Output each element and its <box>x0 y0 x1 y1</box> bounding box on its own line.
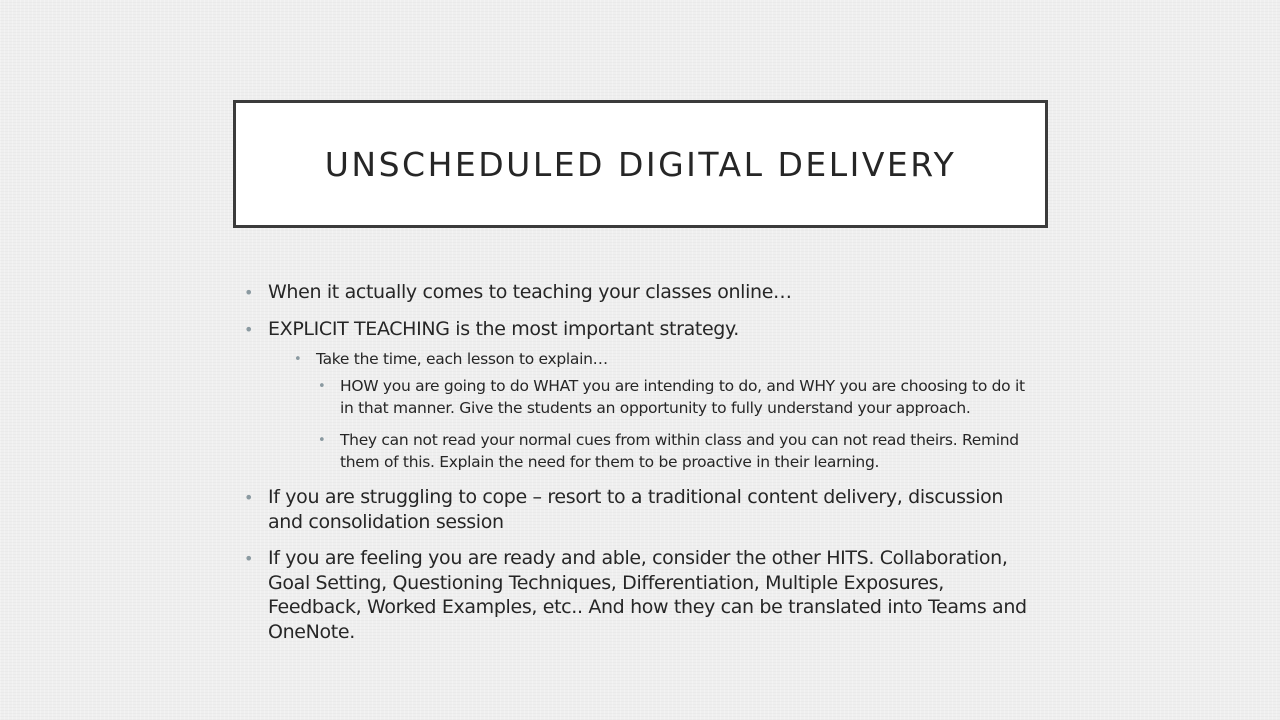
bullet-item-2 <box>244 317 1034 474</box>
bullet-text: EXPLICIT TEACHING is the most important strategy. <box>268 317 739 340</box>
bullet-icon: • <box>244 488 254 507</box>
sub-sub-bullet-icon: • <box>318 433 326 448</box>
sub-sub-bullet-list <box>268 376 1034 473</box>
sub-sub-bullet-icon: • <box>318 379 326 394</box>
sub-sub-bullet-text: They can not read your normal cues from within class and you can not read theirs. Remind them of this. Explain the need for them to be proactive in their learning. <box>340 431 1019 471</box>
sub-sub-bullet-item-2 <box>268 430 1034 473</box>
bullet-icon: • <box>244 283 254 302</box>
bullet-text: If you are struggling to cope – resort to a traditional content delivery, discussion and consolidation session <box>268 486 1004 533</box>
sub-sub-bullet-text: HOW you are going to do WHAT you are intending to do, and WHY you are choosing to do it in that manner. Give the students an opportunity to fully understand your approach. <box>340 377 1025 417</box>
sub-bullet-text: Take the time, each lesson to explain… <box>316 350 608 368</box>
bullet-text: If you are feeling you are ready and able, consider the other HITS. Collaboration, Goal Setting, Questioning Techniques, Differentiation, Multiple Exposures, Feedback, Worked Examples, etc.. And how they can be translated into Teams and OneNote. <box>268 547 1027 643</box>
bullet-icon: • <box>244 549 254 568</box>
sub-bullet-icon: • <box>294 352 302 367</box>
sub-sub-bullet-item-1 <box>268 376 1034 419</box>
slide-title: UNSCHEDULED DIGITAL DELIVERY <box>324 144 957 184</box>
slide-title-box <box>233 100 1048 228</box>
bullet-item-3 <box>244 485 1034 534</box>
bullet-item-4 <box>244 546 1034 644</box>
slide-body <box>244 280 1034 656</box>
sub-bullet-list <box>268 349 1034 473</box>
bullet-icon: • <box>244 319 254 339</box>
sub-bullet-item-1 <box>268 349 1034 473</box>
bullet-text: When it actually comes to teaching your classes online… <box>268 281 792 303</box>
bullet-item-1 <box>244 280 1034 305</box>
bullet-list <box>244 280 1034 644</box>
